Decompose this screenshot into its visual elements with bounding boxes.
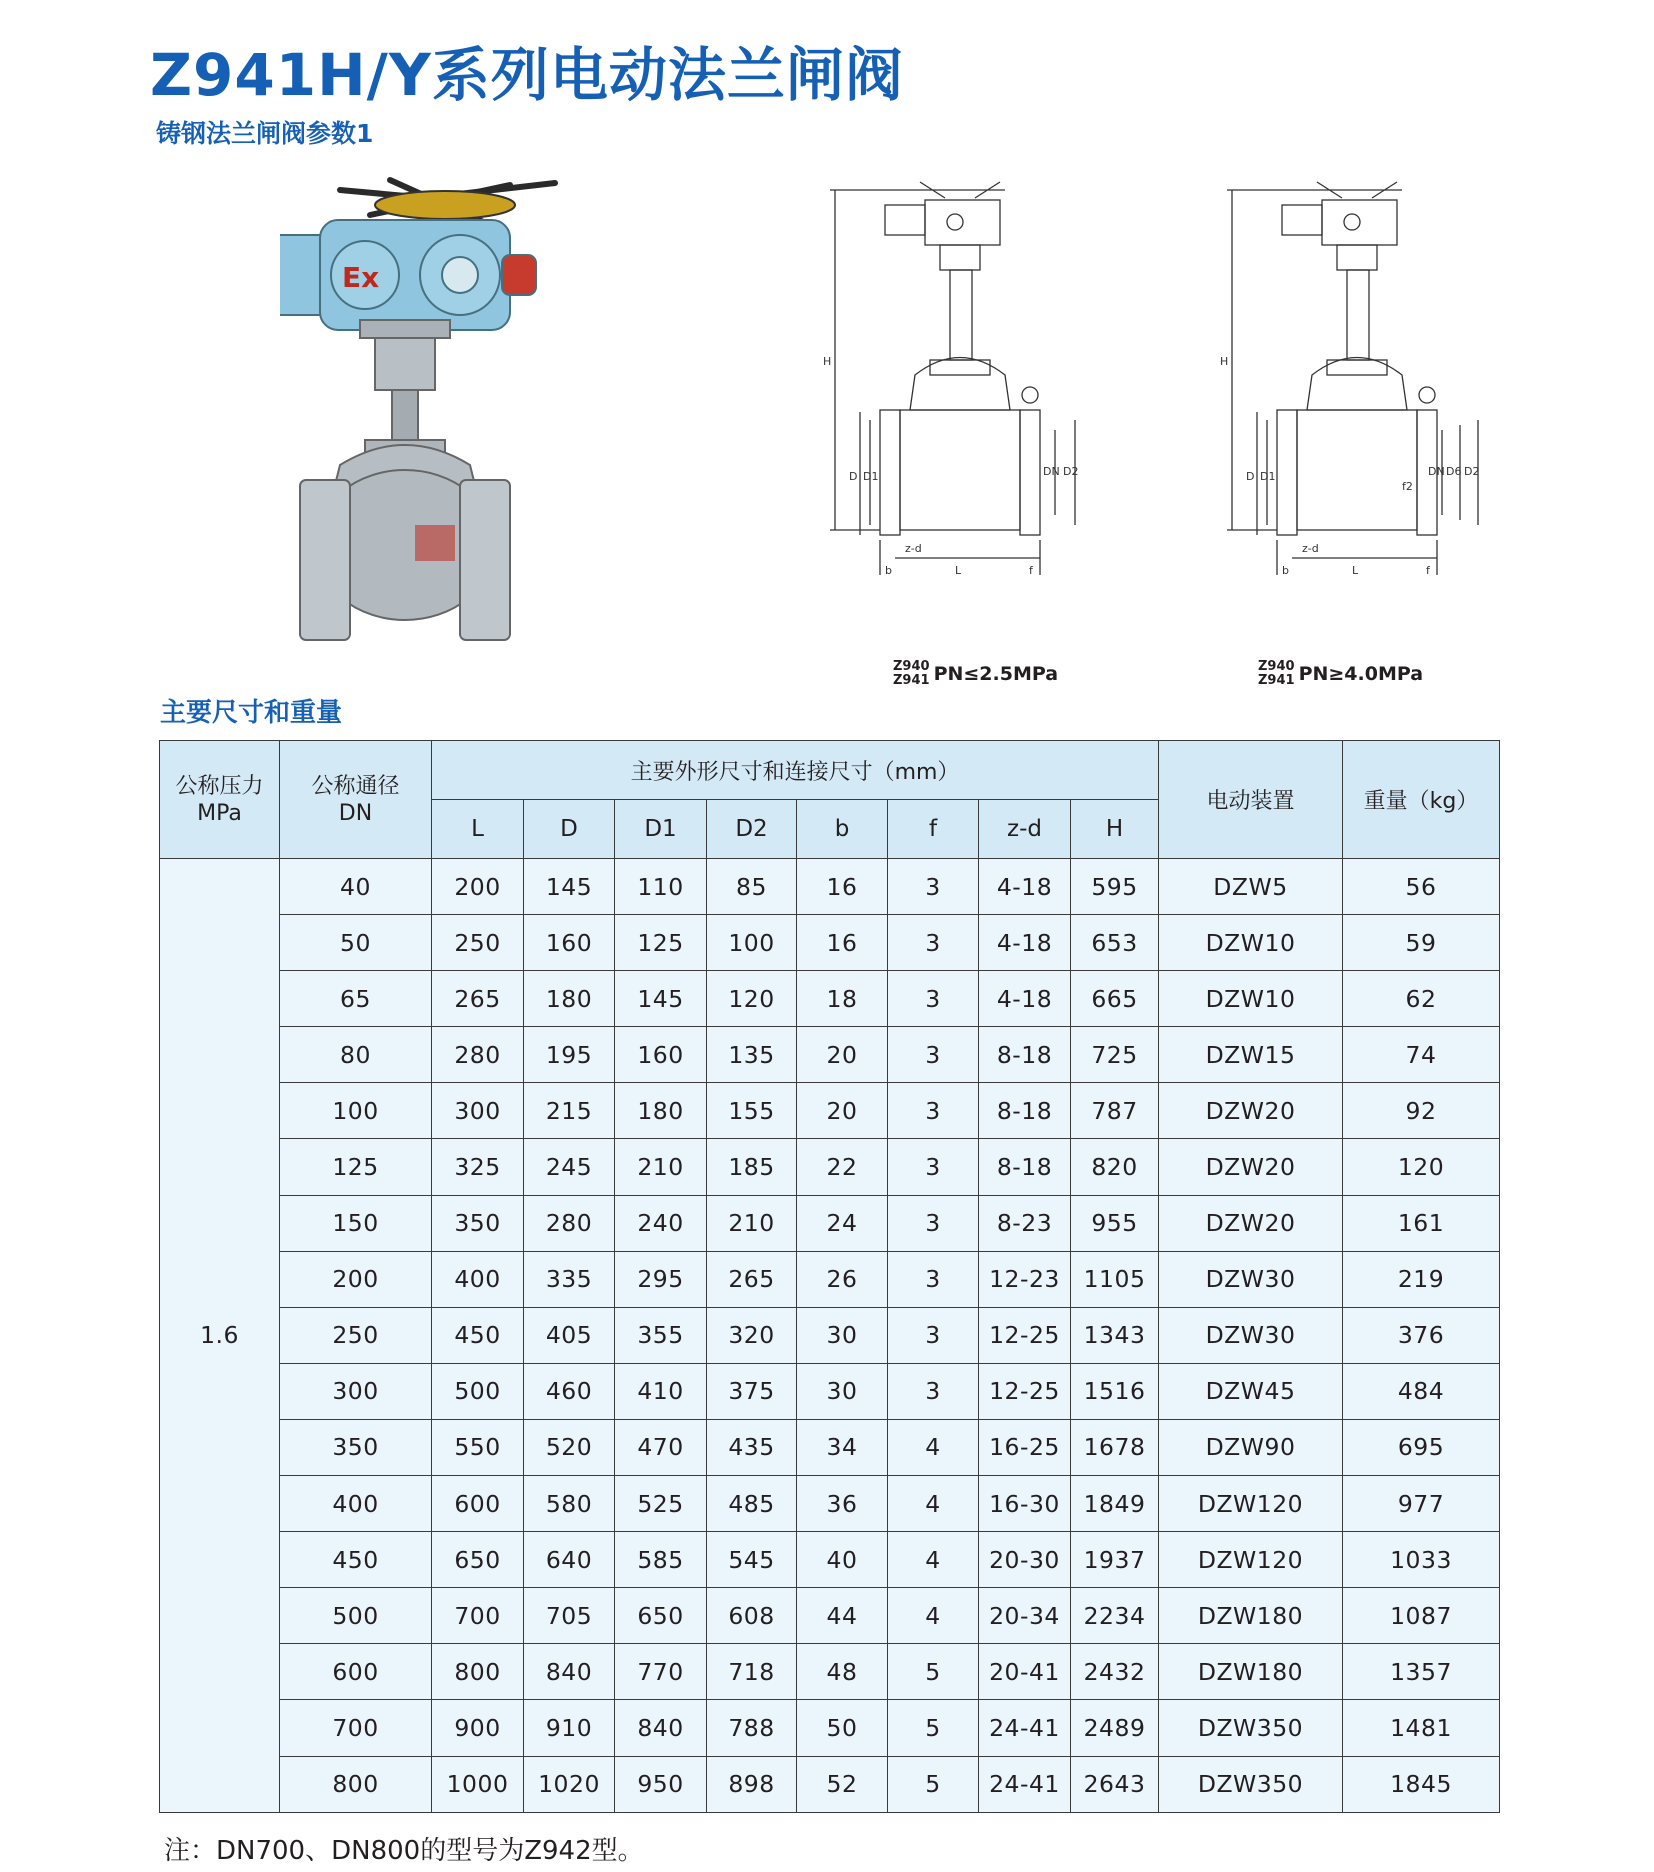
table-cell: DZW30 <box>1159 1307 1343 1363</box>
table-cell: 30 <box>797 1307 888 1363</box>
table-cell: 145 <box>524 859 615 915</box>
table-cell: 12-23 <box>979 1251 1071 1307</box>
table-cell: 800 <box>280 1756 432 1812</box>
table-cell: DZW10 <box>1159 915 1343 971</box>
pressure-cell: 1.6 <box>160 859 280 1813</box>
table-cell: 210 <box>615 1139 707 1195</box>
table-row <box>160 1700 1500 1756</box>
table-cell: 180 <box>524 971 615 1027</box>
table-row <box>160 971 1500 1027</box>
table-cell: 1849 <box>1071 1476 1159 1532</box>
table-cell: 3 <box>888 915 979 971</box>
dimension-drawing-low-pressure <box>805 180 1105 650</box>
table-cell: 580 <box>524 1476 615 1532</box>
label-f: f <box>1029 564 1033 577</box>
table-cell: 410 <box>615 1363 707 1419</box>
table-cell: 16-30 <box>979 1476 1071 1532</box>
header-dims-group: 主要外形尺寸和连接尺寸（mm） <box>432 741 1159 800</box>
table-cell: 62 <box>1343 971 1500 1027</box>
table-cell: 950 <box>615 1756 707 1812</box>
header-f: f <box>888 800 979 859</box>
label-b: b <box>885 564 892 577</box>
table-row <box>160 1644 1500 1700</box>
table-cell: 3 <box>888 1251 979 1307</box>
table-cell: 4 <box>888 1476 979 1532</box>
table-cell: 16 <box>797 859 888 915</box>
table-cell: 145 <box>615 971 707 1027</box>
table-cell: 1343 <box>1071 1307 1159 1363</box>
table-cell: 840 <box>524 1644 615 1700</box>
table-row <box>160 1363 1500 1419</box>
table-cell: 2489 <box>1071 1700 1159 1756</box>
page-subtitle: 铸钢法兰闸阀参数1 <box>156 119 374 148</box>
table-cell: 550 <box>432 1419 524 1475</box>
model-code: Z940 <box>1258 659 1295 674</box>
table-cell: 4 <box>888 1588 979 1644</box>
table-cell: 48 <box>797 1644 888 1700</box>
header-l: L <box>432 800 524 859</box>
header-d1: D1 <box>615 800 707 859</box>
table-row <box>160 1476 1500 1532</box>
table-cell: 16 <box>797 915 888 971</box>
table-cell: 56 <box>1343 859 1500 915</box>
table-cell: 30 <box>797 1363 888 1419</box>
table-cell: 161 <box>1343 1195 1500 1251</box>
table-cell: 300 <box>280 1363 432 1419</box>
pressure-rating: PN≥4.0MPa <box>1298 663 1424 685</box>
table-row <box>160 1195 1500 1251</box>
table-cell: 20 <box>797 1083 888 1139</box>
pressure-rating: PN≤2.5MPa <box>933 663 1059 685</box>
table-cell: 2643 <box>1071 1756 1159 1812</box>
table-cell: 1678 <box>1071 1419 1159 1475</box>
table-cell: 135 <box>707 1027 797 1083</box>
table-cell: 485 <box>707 1476 797 1532</box>
table-cell: 40 <box>280 859 432 915</box>
table-row <box>160 1027 1500 1083</box>
table-cell: 100 <box>280 1083 432 1139</box>
table-cell: DZW20 <box>1159 1195 1343 1251</box>
table-cell: 1937 <box>1071 1532 1159 1588</box>
table-cell: 74 <box>1343 1027 1500 1083</box>
model-code: Z941 <box>1258 673 1295 688</box>
label-h: H <box>1220 355 1229 368</box>
table-cell: 910 <box>524 1700 615 1756</box>
label-b: b <box>1282 564 1289 577</box>
table-cell: 20-41 <box>979 1644 1071 1700</box>
table-cell: 4-18 <box>979 859 1071 915</box>
table-cell: 160 <box>524 915 615 971</box>
table-cell: 44 <box>797 1588 888 1644</box>
label-l: L <box>1352 564 1359 577</box>
table-cell: 4 <box>888 1419 979 1475</box>
table-cell: DZW10 <box>1159 971 1343 1027</box>
table-cell: 435 <box>707 1419 797 1475</box>
table-cell: 125 <box>280 1139 432 1195</box>
table-cell: 977 <box>1343 1476 1500 1532</box>
header-b: b <box>797 800 888 859</box>
table-cell: 219 <box>1343 1251 1500 1307</box>
table-cell: 600 <box>280 1644 432 1700</box>
table-cell: 787 <box>1071 1083 1159 1139</box>
table-cell: 215 <box>524 1083 615 1139</box>
table-cell: 650 <box>432 1532 524 1588</box>
table-cell: DZW5 <box>1159 859 1343 915</box>
drawing-caption-high <box>1258 660 1423 688</box>
table-cell: 40 <box>797 1532 888 1588</box>
table-cell: 92 <box>1343 1083 1500 1139</box>
spec-table-body <box>160 859 1500 1813</box>
table-cell: 955 <box>1071 1195 1159 1251</box>
label-h: H <box>823 355 832 368</box>
table-cell: 900 <box>432 1700 524 1756</box>
table-cell: 484 <box>1343 1363 1500 1419</box>
table-cell: 245 <box>524 1139 615 1195</box>
table-cell: 405 <box>524 1307 615 1363</box>
table-cell: 265 <box>432 971 524 1027</box>
valve-photo <box>280 175 620 665</box>
table-cell: 16-25 <box>979 1419 1071 1475</box>
table-cell: 250 <box>280 1307 432 1363</box>
table-row <box>160 1756 1500 1812</box>
table-cell: 3 <box>888 1195 979 1251</box>
label-l: L <box>955 564 962 577</box>
table-cell: 120 <box>707 971 797 1027</box>
table-cell: 355 <box>615 1307 707 1363</box>
table-cell: 840 <box>615 1700 707 1756</box>
table-cell: 150 <box>280 1195 432 1251</box>
table-cell: 185 <box>707 1139 797 1195</box>
table-cell: 3 <box>888 1363 979 1419</box>
header-d: D <box>524 800 615 859</box>
table-cell: 450 <box>280 1532 432 1588</box>
header-h: H <box>1071 800 1159 859</box>
table-cell: 8-23 <box>979 1195 1071 1251</box>
table-row <box>160 859 1500 915</box>
table-cell: 52 <box>797 1756 888 1812</box>
table-cell: 470 <box>615 1419 707 1475</box>
table-cell: 545 <box>707 1532 797 1588</box>
table-cell: 665 <box>1071 971 1159 1027</box>
table-cell: 770 <box>615 1644 707 1700</box>
table-cell: 180 <box>615 1083 707 1139</box>
table-cell: 1516 <box>1071 1363 1159 1419</box>
header-pressure: 公称压力 MPa <box>160 741 280 859</box>
table-cell: DZW350 <box>1159 1700 1343 1756</box>
table-cell: 24-41 <box>979 1756 1071 1812</box>
table-cell: 100 <box>707 915 797 971</box>
model-code: Z940 <box>893 659 930 674</box>
table-cell: 3 <box>888 1139 979 1195</box>
table-cell: 120 <box>1343 1139 1500 1195</box>
table-cell: 3 <box>888 1083 979 1139</box>
table-cell: 300 <box>432 1083 524 1139</box>
table-cell: DZW20 <box>1159 1139 1343 1195</box>
table-cell: 24-41 <box>979 1700 1071 1756</box>
spec-table <box>159 740 1500 1813</box>
section-title: 主要尺寸和重量 <box>160 698 343 728</box>
table-cell: DZW15 <box>1159 1027 1343 1083</box>
table-cell: 2234 <box>1071 1588 1159 1644</box>
table-cell: 800 <box>432 1644 524 1700</box>
table-cell: DZW180 <box>1159 1588 1343 1644</box>
table-cell: DZW90 <box>1159 1419 1343 1475</box>
table-cell: 8-18 <box>979 1083 1071 1139</box>
table-cell: 20-34 <box>979 1588 1071 1644</box>
label-d: D <box>1246 470 1255 483</box>
table-cell: 36 <box>797 1476 888 1532</box>
table-cell: 400 <box>432 1251 524 1307</box>
label-d2: D2 <box>1464 465 1480 478</box>
table-cell: 295 <box>615 1251 707 1307</box>
table-cell: DZW120 <box>1159 1476 1343 1532</box>
table-cell: 12-25 <box>979 1363 1071 1419</box>
table-cell: 20 <box>797 1027 888 1083</box>
table-cell: 3 <box>888 971 979 1027</box>
table-cell: 210 <box>707 1195 797 1251</box>
table-cell: 1845 <box>1343 1756 1500 1812</box>
table-cell: 85 <box>707 859 797 915</box>
table-cell: 125 <box>615 915 707 971</box>
header-d2: D2 <box>707 800 797 859</box>
footnote: 注：DN700、DN800的型号为Z942型。 <box>164 1836 644 1866</box>
label-dn: DN <box>1428 465 1445 478</box>
table-cell: 1105 <box>1071 1251 1159 1307</box>
table-cell: DZW20 <box>1159 1083 1343 1139</box>
header-zd: z-d <box>979 800 1071 859</box>
table-cell: 350 <box>432 1195 524 1251</box>
table-cell: 595 <box>1071 859 1159 915</box>
table-cell: 650 <box>615 1588 707 1644</box>
table-cell: 4-18 <box>979 915 1071 971</box>
table-cell: 110 <box>615 859 707 915</box>
table-cell: DZW180 <box>1159 1644 1343 1700</box>
table-cell: 250 <box>432 915 524 971</box>
table-cell: 1000 <box>432 1756 524 1812</box>
table-cell: 1357 <box>1343 1644 1500 1700</box>
table-cell: 898 <box>707 1756 797 1812</box>
table-cell: 160 <box>615 1027 707 1083</box>
table-cell: DZW120 <box>1159 1532 1343 1588</box>
table-cell: 265 <box>707 1251 797 1307</box>
table-cell: DZW350 <box>1159 1756 1343 1812</box>
header-actuator: 电动装置 <box>1159 741 1343 859</box>
label-dn: DN <box>1043 465 1060 478</box>
table-cell: 320 <box>707 1307 797 1363</box>
table-cell: 600 <box>432 1476 524 1532</box>
table-cell: 520 <box>524 1419 615 1475</box>
table-cell: 640 <box>524 1532 615 1588</box>
table-cell: 1020 <box>524 1756 615 1812</box>
table-cell: 5 <box>888 1756 979 1812</box>
table-cell: 5 <box>888 1644 979 1700</box>
table-cell: 653 <box>1071 915 1159 971</box>
table-cell: 335 <box>524 1251 615 1307</box>
table-cell: 20-30 <box>979 1532 1071 1588</box>
table-cell: 608 <box>707 1588 797 1644</box>
label-d6: D6 <box>1446 465 1462 478</box>
table-cell: 2432 <box>1071 1644 1159 1700</box>
table-cell: 12-25 <box>979 1307 1071 1363</box>
table-row <box>160 1083 1500 1139</box>
table-cell: 26 <box>797 1251 888 1307</box>
label-d: D <box>849 470 858 483</box>
table-row <box>160 1588 1500 1644</box>
table-row <box>160 1532 1500 1588</box>
table-cell: 195 <box>524 1027 615 1083</box>
table-cell: 34 <box>797 1419 888 1475</box>
table-cell: 325 <box>432 1139 524 1195</box>
table-cell: 8-18 <box>979 1139 1071 1195</box>
table-cell: 3 <box>888 1027 979 1083</box>
table-cell: 280 <box>432 1027 524 1083</box>
table-cell: 700 <box>432 1588 524 1644</box>
table-cell: 80 <box>280 1027 432 1083</box>
table-cell: 18 <box>797 971 888 1027</box>
table-cell: 50 <box>797 1700 888 1756</box>
label-d2: D2 <box>1063 465 1079 478</box>
table-row <box>160 1251 1500 1307</box>
table-cell: 725 <box>1071 1027 1159 1083</box>
table-cell: 718 <box>707 1644 797 1700</box>
table-cell: 585 <box>615 1532 707 1588</box>
header-weight: 重量（kg） <box>1343 741 1500 859</box>
table-cell: 22 <box>797 1139 888 1195</box>
table-row <box>160 1419 1500 1475</box>
table-cell: 240 <box>615 1195 707 1251</box>
page-title: Z941H/Y系列电动法兰闸阀 <box>150 41 904 109</box>
table-cell: 450 <box>432 1307 524 1363</box>
table-cell: 820 <box>1071 1139 1159 1195</box>
table-cell: 4 <box>888 1532 979 1588</box>
table-cell: 525 <box>615 1476 707 1532</box>
model-code: Z941 <box>893 673 930 688</box>
table-cell: DZW45 <box>1159 1363 1343 1419</box>
table-cell: DZW30 <box>1159 1251 1343 1307</box>
table-cell: 65 <box>280 971 432 1027</box>
table-cell: 460 <box>524 1363 615 1419</box>
label-zd: z-d <box>1302 542 1319 555</box>
table-cell: 376 <box>1343 1307 1500 1363</box>
table-cell: 375 <box>707 1363 797 1419</box>
table-cell: 59 <box>1343 915 1500 971</box>
table-row <box>160 1139 1500 1195</box>
label-zd: z-d <box>905 542 922 555</box>
table-cell: 3 <box>888 859 979 915</box>
table-cell: 788 <box>707 1700 797 1756</box>
table-cell: 1087 <box>1343 1588 1500 1644</box>
table-cell: 500 <box>280 1588 432 1644</box>
table-cell: 1481 <box>1343 1700 1500 1756</box>
table-cell: 700 <box>280 1700 432 1756</box>
table-cell: 350 <box>280 1419 432 1475</box>
table-row <box>160 915 1500 971</box>
table-cell: 400 <box>280 1476 432 1532</box>
table-cell: 1033 <box>1343 1532 1500 1588</box>
table-cell: 705 <box>524 1588 615 1644</box>
label-f: f <box>1426 564 1430 577</box>
label-d1: D1 <box>863 470 879 483</box>
table-cell: 50 <box>280 915 432 971</box>
table-cell: 155 <box>707 1083 797 1139</box>
table-cell: 695 <box>1343 1419 1500 1475</box>
label-d1: D1 <box>1260 470 1276 483</box>
table-cell: 5 <box>888 1700 979 1756</box>
table-cell: 3 <box>888 1307 979 1363</box>
table-row <box>160 1307 1500 1363</box>
dimension-drawing-high-pressure <box>1202 180 1502 650</box>
table-cell: 280 <box>524 1195 615 1251</box>
table-cell: 8-18 <box>979 1027 1071 1083</box>
drawing-caption-low <box>893 660 1058 688</box>
table-cell: 4-18 <box>979 971 1071 1027</box>
table-cell: 500 <box>432 1363 524 1419</box>
svg-text:Ex: Ex <box>342 261 380 294</box>
table-cell: 24 <box>797 1195 888 1251</box>
table-cell: 200 <box>432 859 524 915</box>
header-nominal: 公称通径 DN <box>280 741 432 859</box>
label-f2: f2 <box>1402 480 1413 493</box>
table-cell: 200 <box>280 1251 432 1307</box>
